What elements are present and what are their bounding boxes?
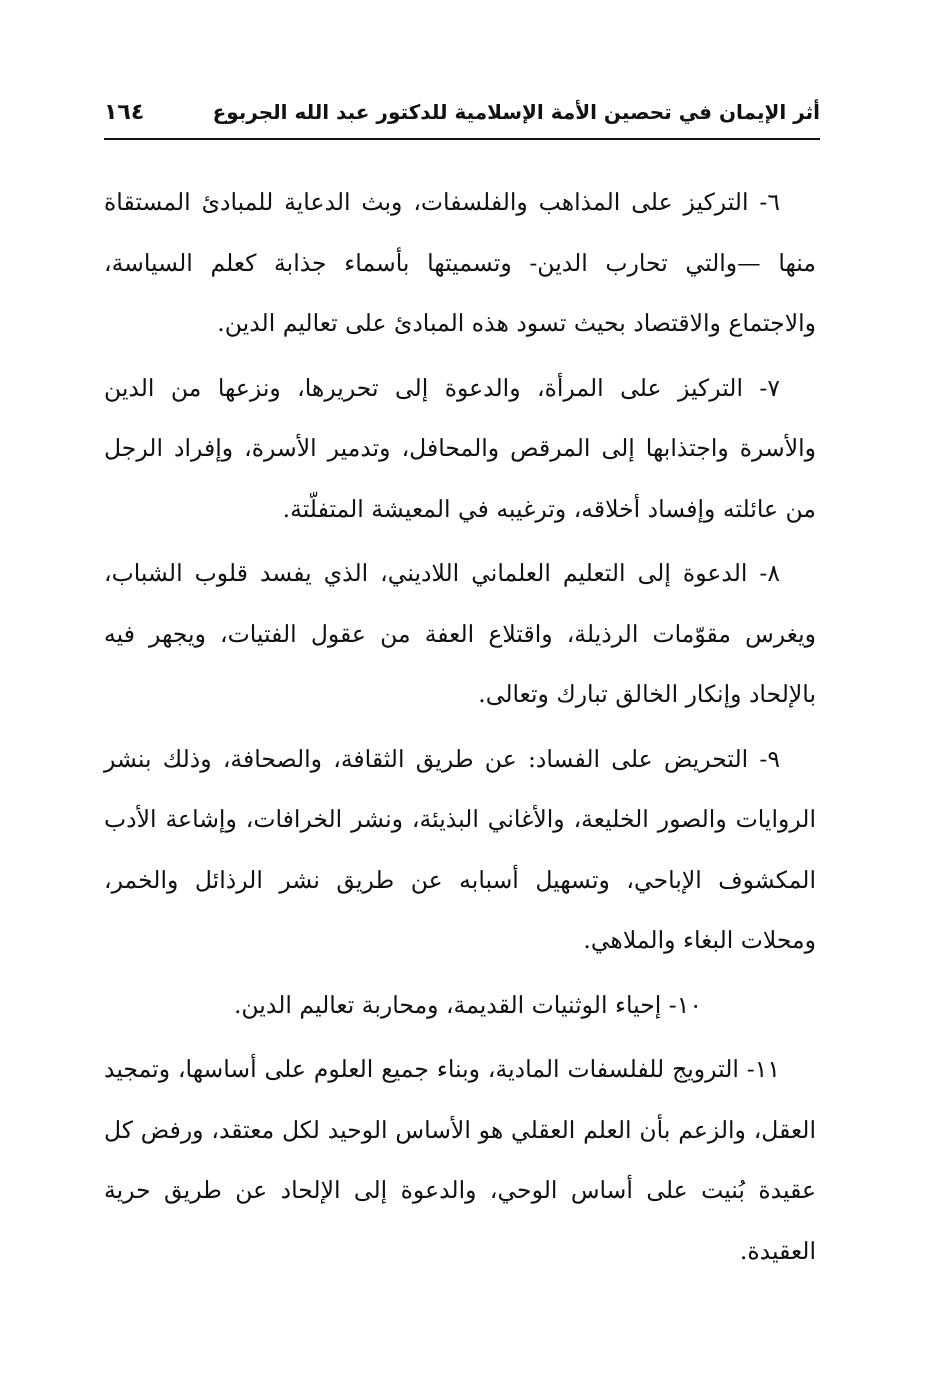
paragraph-item-6: ٦- التركيز على المذاهب والفلسفات، وبث الدعاية للمبادئ المستقاة منها —والتي تحارب الدين- وتسميتها بأسماء جذابة كعلم السياسة، والاجتماع والاقتصاد بحيث تسود هذه المبادئ على تعاليم الدين. — [104, 188, 816, 337]
paragraph-item-10: ١٠- إحياء الوثنيات القديمة، ومحاربة تعاليم الدين. — [233, 990, 702, 1019]
body-text — [104, 172, 816, 1285]
paragraph-item-11: ١١- الترويج للفلسفات المادية، وبناء جميع العلوم على أساسها، وتمجيد العقل، والزعم بأن العلم العقلي هو الأساس الوحيد لكل معتقد، ورفض كل عقيدة بُنيت على أساس الوحي، والدعوة إلى الإلحاد عن طريق حرية العقيدة. — [104, 1055, 816, 1265]
header-title: أثر الإيمان في تحصين الأمة الإسلامية للدكتور عبد الله الجربوع — [212, 100, 820, 124]
paragraph-item-8: ٨- الدعوة إلى التعليم العلماني اللاديني، الذي يفسد قلوب الشباب، ويغرس مقوّمات الرذيلة، واقتلاع العفة من عقول الفتيات، ويجهر فيه بالإلحاد وإنكار الخالق تبارك وتعالى. — [104, 559, 816, 708]
header-rule — [104, 138, 820, 140]
running-header — [104, 90, 820, 134]
paragraph-item-9: ٩- التحريض على الفساد: عن طريق الثقافة، والصحافة، وذلك بنشر الروايات والصور الخليعة، والأغاني البذيئة، ونشر الخرافات، وإشاعة الأدب المكشوف الإباحي، وتسهيل أسبابه عن طريق نشر الرذائل والخمر، ومحلات البغاء والملاهي. — [104, 744, 816, 954]
page-number: ١٦٤ — [104, 99, 145, 125]
paragraph-item-7: ٧- التركيز على المرأة، والدعوة إلى تحريرها، ونزعها من الدين والأسرة واجتذابها إلى المرقص والمحافل، وتدمير الأسرة، وإفراد الرجل من عائلته وإفساد أخلاقه، وترغيبه في المعيشة المتفلّتة. — [104, 373, 816, 523]
